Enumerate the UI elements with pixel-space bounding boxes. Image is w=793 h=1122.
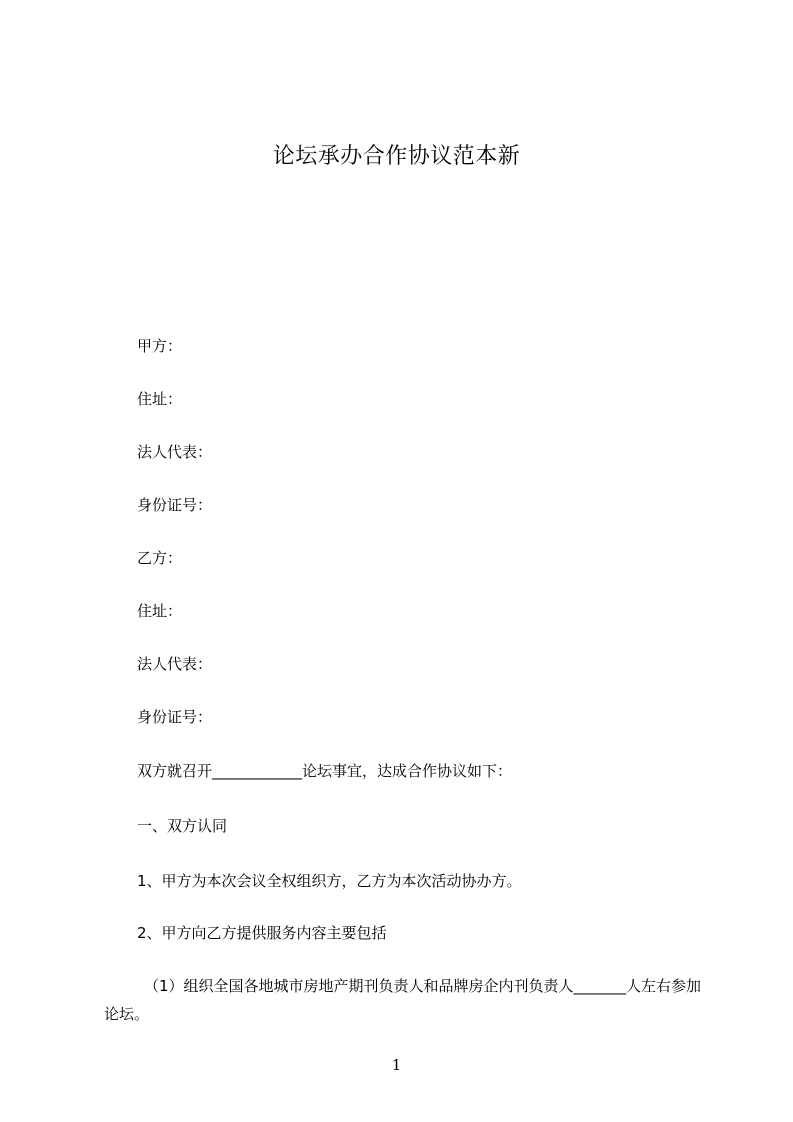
party-a-address-label: 住址： [137, 390, 183, 408]
party-a-id-label: 身份证号： [137, 496, 213, 514]
document-title: 论坛承办合作协议范本新 [272, 144, 521, 169]
page-number: 1 [391, 1056, 402, 1074]
section-1-heading: 一、双方认同 [137, 817, 228, 835]
party-a-label: 甲方： [137, 337, 183, 355]
party-b-label: 乙方： [137, 549, 183, 567]
party-b-address-label: 住址： [137, 602, 183, 620]
intro-paragraph: 双方就召开____________论坛事宜，达成合作协议如下： [137, 762, 513, 780]
party-a-legal-rep-label: 法人代表： [137, 443, 213, 461]
party-b-legal-rep-label: 法人代表： [137, 655, 213, 673]
clause-2: 2、甲方向乙方提供服务内容主要包括 [137, 924, 387, 942]
item-1: （1）组织全国各地城市房地产期刊负责人和品牌房企内刊负责人_______人左右参加论坛。 [104, 977, 702, 1023]
clause-1: 1、甲方为本次会议全权组织方，乙方为本次活动协办方。 [137, 872, 522, 890]
party-b-id-label: 身份证号： [137, 708, 213, 726]
